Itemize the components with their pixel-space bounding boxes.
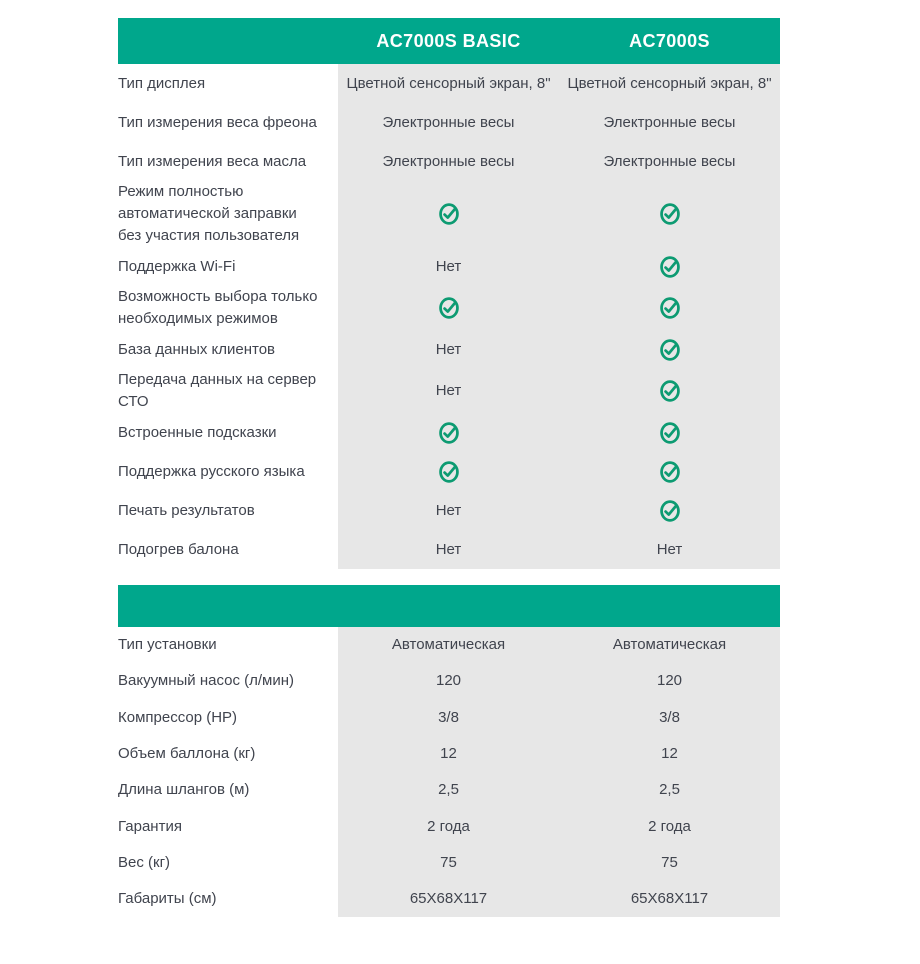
spec-value-full: Автоматическая [559,627,780,663]
specs-table-header [118,585,780,627]
table-row [118,881,780,917]
table-row [118,181,780,247]
spec-value-full [559,181,780,247]
spec-value-full: 120 [559,663,780,699]
spec-value-full [559,413,780,452]
spec-value-full [559,491,780,530]
table-row [118,286,780,330]
table-row [118,700,780,736]
spec-value-full: 65X68X117 [559,881,780,917]
spec-label: Объем баллона (кг) [118,745,256,763]
spec-label: Длина шлангов (м) [118,781,250,799]
spec-label: Поддержка Wi-Fi [118,257,236,275]
spec-label: Возможность выбора только необходимых режимов [118,288,318,327]
spec-label: Вакуумный насос (л/мин) [118,672,295,690]
spec-value-full: Цветной сенсорный экран, 8" [559,64,780,103]
spec-value-basic: Автоматическая [338,627,559,663]
spec-label: Поддержка русского языка [118,462,305,480]
check-circle-icon [659,255,681,279]
spec-value-full: 2,5 [559,772,780,808]
spec-label: База данных клиентов [118,340,276,358]
spec-value-full: Нет [559,530,780,569]
table-row [118,413,780,452]
comparison-tables-wrapper [118,18,780,917]
spec-value-basic [338,452,559,491]
spec-value-full: 2 года [559,808,780,844]
spec-value-basic: 75 [338,845,559,881]
spec-label: Габариты (см) [118,890,217,908]
spec-label: Печать результатов [118,501,255,519]
table-row [118,808,780,844]
check-circle-icon [659,379,681,403]
table-row [118,452,780,491]
check-circle-icon [659,338,681,362]
check-circle-icon [659,421,681,445]
spec-value-basic: Нет [338,330,559,369]
specs-table [118,585,780,917]
table-row [118,64,780,103]
check-circle-icon [438,296,460,320]
spec-value-basic [338,286,559,330]
spec-label: Компрессор (HP) [118,708,238,726]
spec-value-full [559,286,780,330]
column-header-basic: AC7000S BASIC [376,30,521,51]
spec-label: Гарантия [118,817,182,835]
spec-value-basic: Нет [338,247,559,286]
spec-label: Вес (кг) [118,853,171,871]
features-table [118,18,780,569]
table-row [118,663,780,699]
check-circle-icon [438,460,460,484]
spec-value-basic: Нет [338,369,559,413]
spec-value-basic: Цветной сенсорный экран, 8" [338,64,559,103]
features-table-header [118,18,780,64]
spec-value-basic: 120 [338,663,559,699]
spec-value-basic [338,413,559,452]
check-circle-icon [438,421,460,445]
spec-label: Подогрев балона [118,540,239,558]
check-circle-icon [659,499,681,523]
spec-value-basic: 2 года [338,808,559,844]
spec-value-full [559,247,780,286]
table-row [118,247,780,286]
spec-value-basic: Нет [338,530,559,569]
table-row [118,627,780,663]
spec-label: Режим полностью автоматической заправки без участия пользователя [118,183,300,244]
spec-label: Передача данных на сервер СТО [118,371,317,410]
spec-value-full: 75 [559,845,780,881]
spec-value-basic: Электронные весы [338,142,559,181]
check-circle-icon [438,202,460,226]
spec-value-full [559,452,780,491]
spec-value-full [559,369,780,413]
table-row [118,369,780,413]
spec-value-basic: 12 [338,736,559,772]
spec-value-full: 12 [559,736,780,772]
column-header-full: AC7000S [629,30,710,51]
spec-label: Тип установки [118,636,217,654]
table-row [118,772,780,808]
table-row [118,142,780,181]
features-table-body [118,64,780,569]
spec-value-full [559,330,780,369]
check-circle-icon [659,202,681,226]
spec-label: Встроенные подсказки [118,423,277,441]
specs-table-body [118,627,780,917]
spec-label: Тип дисплея [118,74,206,92]
spec-value-full: Электронные весы [559,142,780,181]
spec-label: Тип измерения веса масла [118,152,307,170]
spec-value-basic: Нет [338,491,559,530]
table-row [118,491,780,530]
spec-label: Тип измерения веса фреона [118,113,317,131]
spec-value-basic: 2,5 [338,772,559,808]
check-circle-icon [659,460,681,484]
table-row [118,530,780,569]
check-circle-icon [659,296,681,320]
table-row [118,103,780,142]
tables-divider [118,569,780,585]
spec-value-basic: Электронные весы [338,103,559,142]
table-row [118,330,780,369]
spec-value-basic: 65X68X117 [338,881,559,917]
table-row [118,845,780,881]
spec-value-basic [338,181,559,247]
table-row [118,736,780,772]
spec-value-full: 3/8 [559,700,780,736]
spec-value-full: Электронные весы [559,103,780,142]
spec-value-basic: 3/8 [338,700,559,736]
